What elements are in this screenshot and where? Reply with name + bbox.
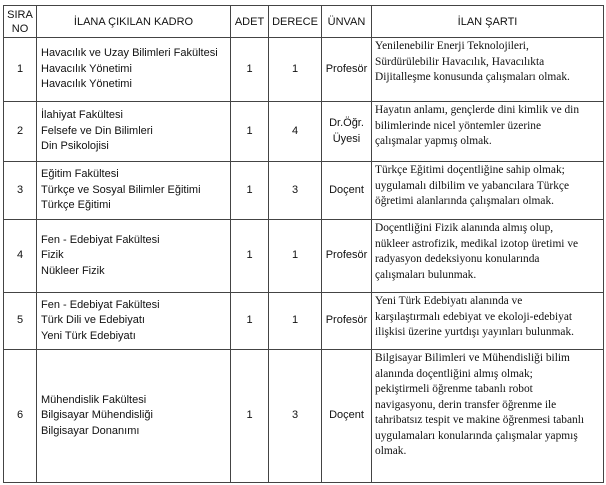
row-sart: Doçentliğini Fizik alanında almış olup, nükleer astrofizik, medikal izotop üretimi ve radyasyon dedeksiyonu konularında çalışmaları bulunmak.	[372, 220, 604, 293]
row-unvan: Profesör	[322, 293, 372, 350]
row-adet: 1	[231, 162, 269, 220]
row-no: 1	[4, 38, 37, 102]
row-adet: 1	[231, 38, 269, 102]
header-adet: ADET	[231, 6, 269, 38]
row-derece: 1	[269, 220, 322, 293]
row-kadro: Fen - Edebiyat Fakültesi Türk Dili ve Edebiyatı Yeni Türk Edebiyatı	[37, 293, 231, 350]
row-kadro: İlahiyat Fakültesi Felsefe ve Din Bilimleri Din Psikolojisi	[37, 102, 231, 162]
row-adet: 1	[231, 350, 269, 483]
row-unvan: Dr.Öğr. Üyesi	[322, 102, 372, 162]
table-row	[4, 162, 604, 220]
row-unvan: Profesör	[322, 38, 372, 102]
row-derece: 3	[269, 162, 322, 220]
row-no: 2	[4, 102, 37, 162]
table-row	[4, 38, 604, 102]
row-adet: 1	[231, 293, 269, 350]
row-unvan: Doçent	[322, 162, 372, 220]
header-unvan: ÜNVAN	[322, 6, 372, 38]
vacancy-table-wrapper	[3, 5, 604, 483]
table-row	[4, 293, 604, 350]
table-row	[4, 220, 604, 293]
row-sart: Yeni Türk Edebiyatı alanında ve karşılaştırmalı edebiyat ve ekoloji-edebiyat ilişkisi üzerine yurtdışı yayınları bulunmak.	[372, 293, 604, 350]
header-derece: DERECE	[269, 6, 322, 38]
row-kadro: Fen - Edebiyat Fakültesi Fizik Nükleer Fizik	[37, 220, 231, 293]
row-adet: 1	[231, 102, 269, 162]
row-derece: 1	[269, 293, 322, 350]
row-adet: 1	[231, 220, 269, 293]
row-sart: Hayatın anlamı, gençlerde dini kimlik ve din bilimlerinde nicel yöntemler üzerine çalışmalar yapmış olmak.	[372, 102, 604, 162]
header-sira: SIRA NO	[4, 6, 37, 38]
row-no: 6	[4, 350, 37, 483]
row-no: 3	[4, 162, 37, 220]
row-derece: 4	[269, 102, 322, 162]
header-sart: İLAN ŞARTI	[372, 6, 604, 38]
row-kadro: Mühendislik Fakültesi Bilgisayar Mühendisliği Bilgisayar Donanımı	[37, 350, 231, 483]
row-derece: 3	[269, 350, 322, 483]
header-kadro: İLANA ÇIKILAN KADRO	[37, 6, 231, 38]
row-unvan: Profesör	[322, 220, 372, 293]
row-kadro: Eğitim Fakültesi Türkçe ve Sosyal Bilimler Eğitimi Türkçe Eğitimi	[37, 162, 231, 220]
vacancy-table	[3, 5, 604, 483]
row-sart: Türkçe Eğitimi doçentliğine sahip olmak; uygulamalı dilbilim ve yabancılara Türkçe öğretimi alanlarında çalışmaları olmak.	[372, 162, 604, 220]
header-row	[4, 6, 604, 38]
row-kadro: Havacılık ve Uzay Bilimleri Fakültesi Havacılık Yönetimi Havacılık Yönetimi	[37, 38, 231, 102]
row-sart: Yenilenebilir Enerji Teknolojileri, Sürdürülebilir Havacılık, Havacılıkta Dijitalleşme konusunda çalışmaları olmak.	[372, 38, 604, 102]
table-row	[4, 350, 604, 483]
row-derece: 1	[269, 38, 322, 102]
row-unvan: Doçent	[322, 350, 372, 483]
row-no: 4	[4, 220, 37, 293]
row-no: 5	[4, 293, 37, 350]
row-sart: Bilgisayar Bilimleri ve Mühendisliği bilim alanında doçentliğini almış olmak; pekiştirmeli öğrenme tabanlı robot navigasyonu, derin transfer öğrenme ile tahribatsız tespit ve makine öğrenmesi tabanlı uygulamaları konularında çalışmalar yapmış olmak.	[372, 350, 604, 483]
table-row	[4, 102, 604, 162]
